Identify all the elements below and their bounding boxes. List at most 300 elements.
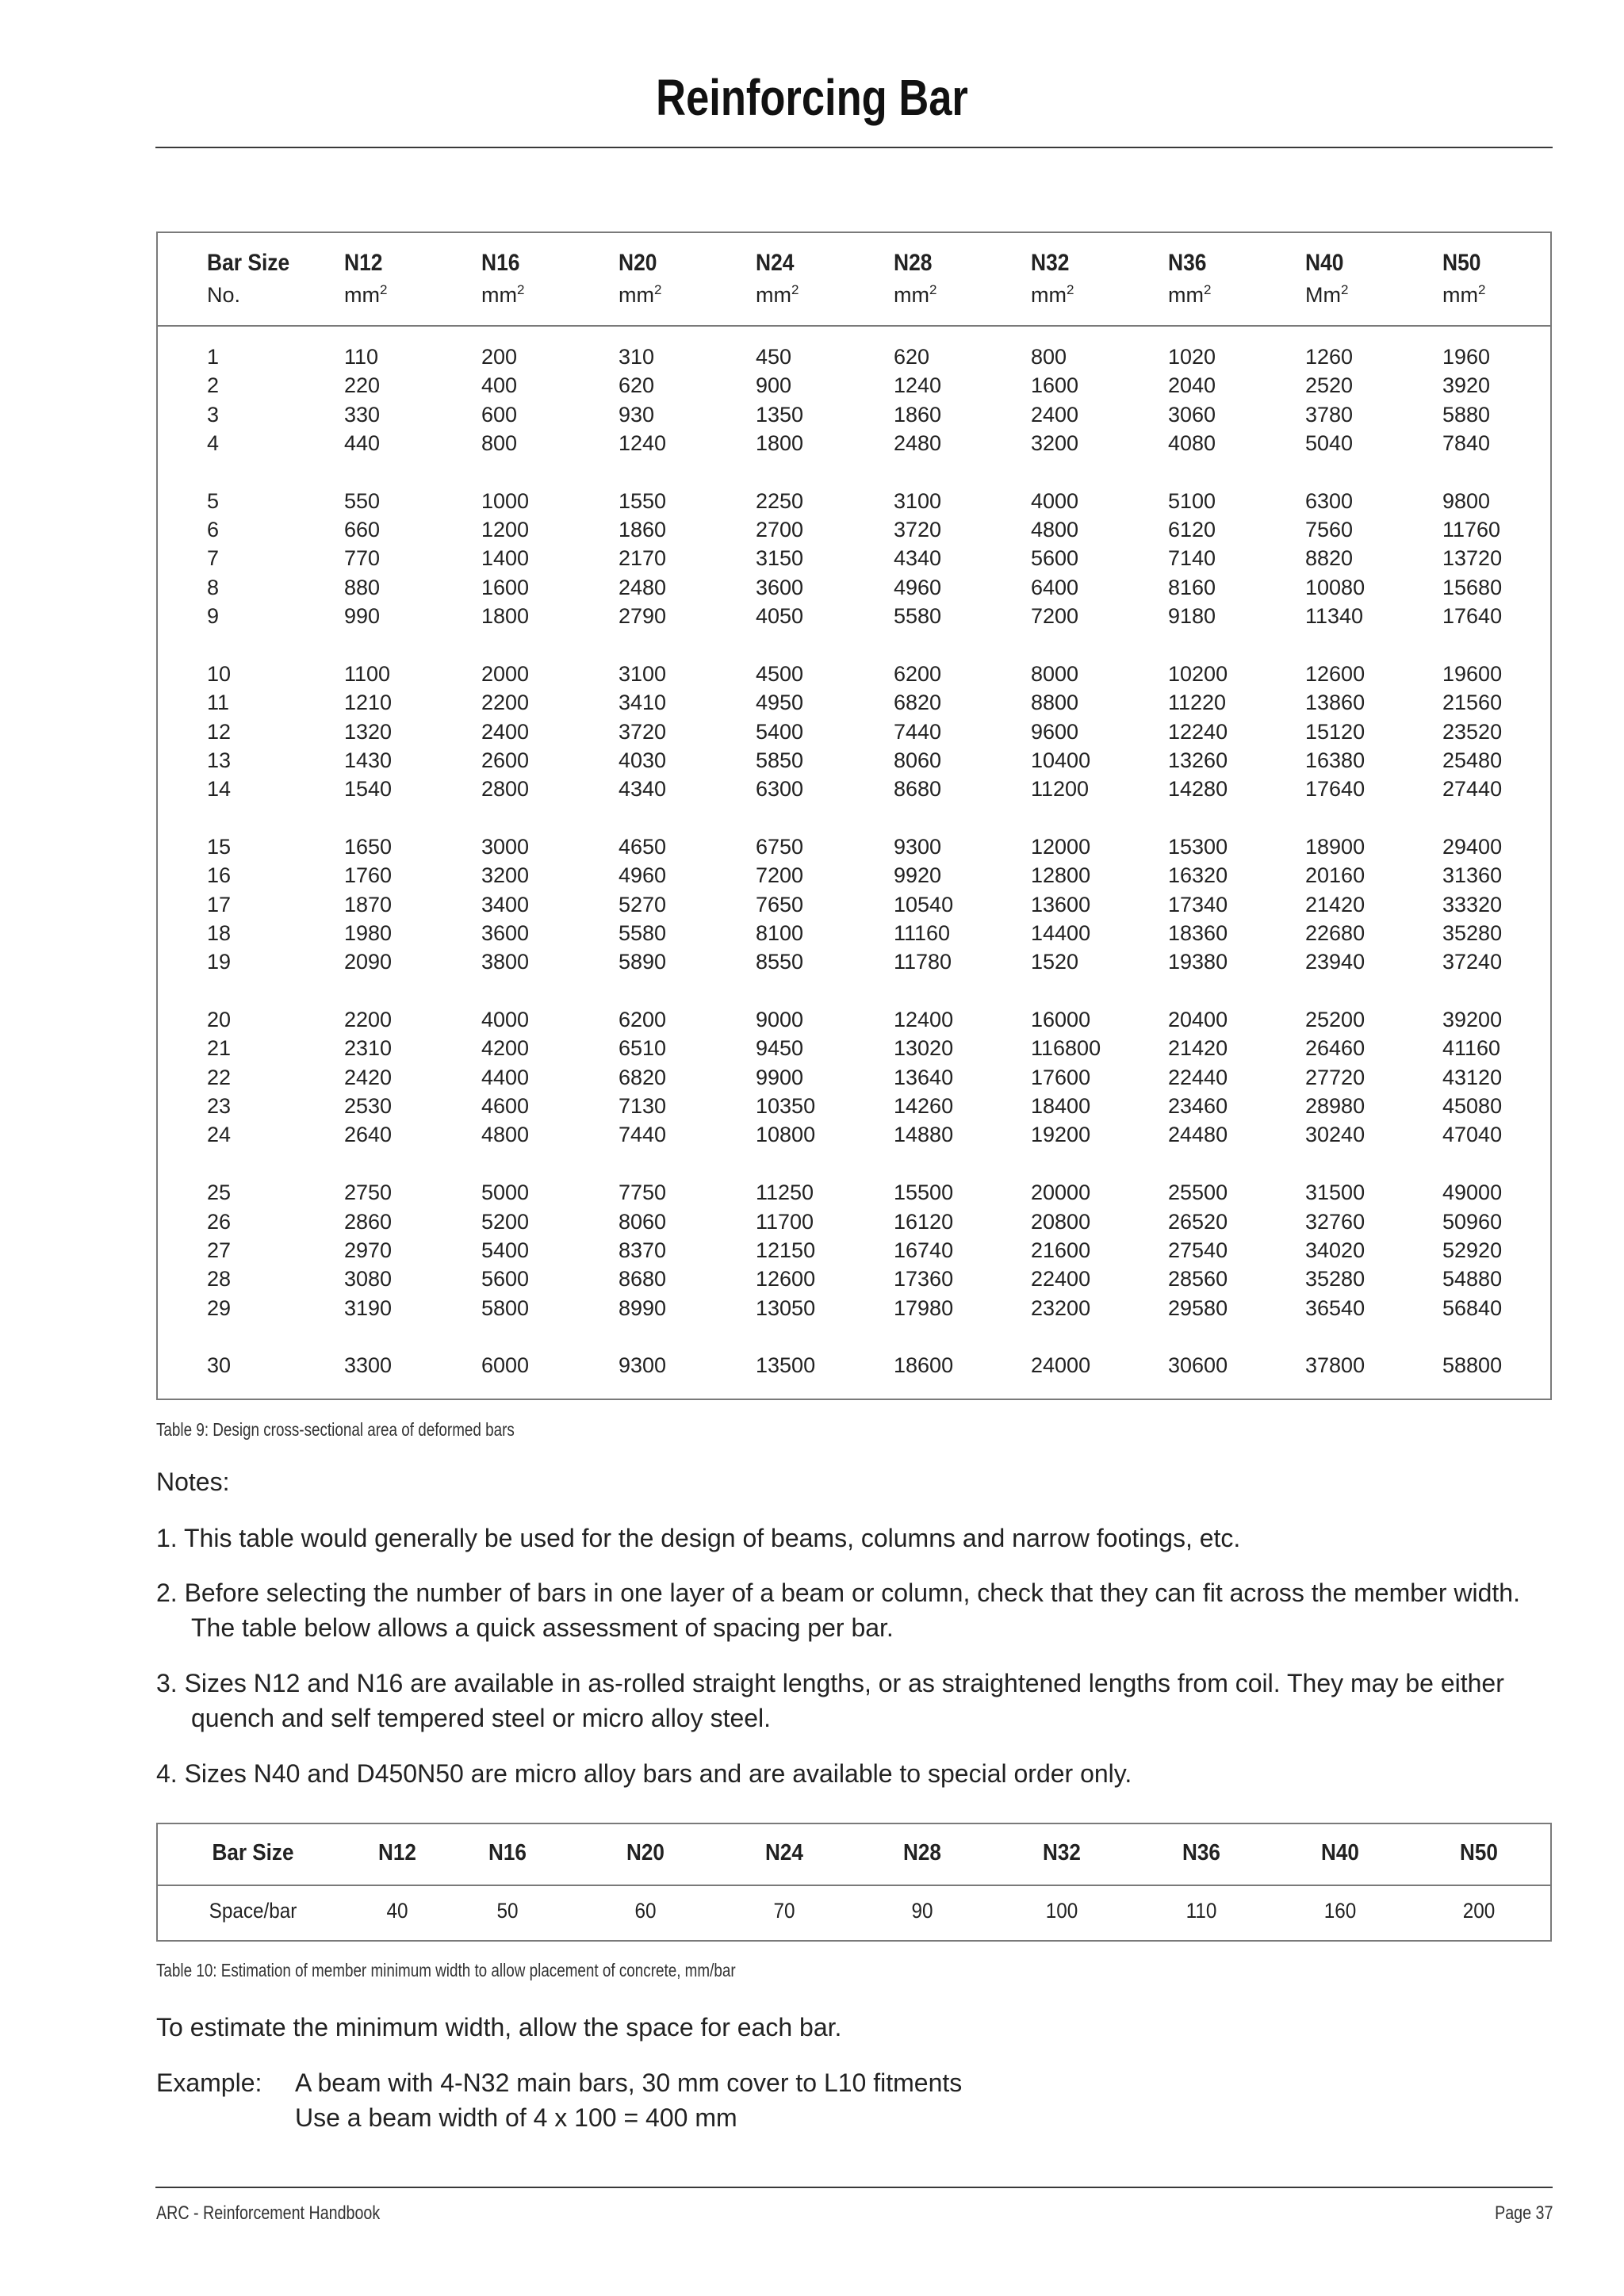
example-line-2: Use a beam width of 4 x 100 = 400 mm	[295, 2103, 737, 2132]
unit-exponent: 2	[1203, 282, 1212, 297]
table-9-cell: 17360	[894, 1267, 954, 1292]
table-9-cell: 13640	[894, 1065, 954, 1089]
table-9-cell: 8060	[619, 1209, 667, 1234]
table-9-cell: 2860	[344, 1209, 393, 1234]
unit-exponent: 2	[379, 282, 388, 297]
table-10-cell: 160	[1323, 1899, 1357, 1923]
table-9-cell: 13720	[1442, 546, 1503, 571]
table-9-cell: 7140	[1168, 546, 1216, 571]
table-9-header-n36: N36	[1168, 250, 1207, 276]
table-9-header-unit: $mm^2$	[756, 282, 799, 307]
table-9-cell: 2090	[344, 950, 393, 974]
table-9-cell: 2400	[481, 719, 530, 744]
table-9-cell: 3720	[894, 518, 942, 542]
table-9-cell: 34020	[1305, 1238, 1365, 1262]
table-9-cell: 5040	[1305, 431, 1354, 456]
table-9-bar-count: 2	[207, 373, 220, 398]
table-9-bar-count: 26	[207, 1209, 232, 1234]
table-9-cell: 23520	[1442, 719, 1503, 744]
table-9-cell: 6120	[1168, 518, 1216, 542]
table-9-cell: 14400	[1031, 921, 1091, 945]
table-9-header-n28: N28	[894, 250, 933, 276]
table-9-cell: 22680	[1305, 921, 1365, 945]
table-9-cell: 4960	[619, 863, 667, 888]
table-9-cell: 7200	[1031, 604, 1079, 629]
table-9-cell: 18900	[1305, 834, 1365, 859]
table-9-cell: 1650	[344, 834, 393, 859]
table-9-cell: 12150	[756, 1238, 816, 1262]
table-10-header-n36: N36	[1182, 1840, 1220, 1866]
table-9-cell: 116800	[1031, 1036, 1101, 1061]
note-4: 4. Sizes N40 and D450N50 are micro alloy bars and are available to special order only.	[156, 1759, 1132, 1788]
table-9-cell: 1240	[894, 373, 942, 398]
table-9-cell: 5580	[894, 604, 942, 629]
table-9-cell: 660	[344, 518, 381, 542]
table-9-header-unit: $mm^2$	[894, 282, 937, 307]
table-9-cell: 10540	[894, 892, 954, 916]
table-9-header-n40: N40	[1305, 250, 1344, 276]
table-9-cell: 17980	[894, 1295, 954, 1320]
table-9-cell: 620	[894, 345, 930, 369]
table-9-cell: 4000	[481, 1008, 530, 1032]
table-9-cell: 13050	[756, 1295, 816, 1320]
table-9-bar-count: 25	[207, 1181, 232, 1205]
table-9-cell: 2520	[1305, 373, 1354, 398]
table-9-cell: 27720	[1305, 1065, 1365, 1089]
table-9-cell: 5800	[481, 1295, 530, 1320]
note-3: 3. Sizes N12 and N16 are available in as-rolled straight lengths, or as straightened lengths from coil. They may be either	[156, 1669, 1504, 1697]
table-9-cell: 6000	[481, 1353, 530, 1378]
table-9-cell: 310	[619, 345, 655, 369]
table-10-header-bar-size: Bar Size	[212, 1840, 294, 1866]
table-9-cell: 7650	[756, 892, 804, 916]
table-9-bar-count: 10	[207, 661, 232, 686]
table-10-cell: 110	[1185, 1899, 1217, 1923]
note-3-cont: quench and self tempered steel or micro alloy steel.	[191, 1704, 772, 1732]
table-9-cell: 6200	[894, 661, 942, 686]
table-9-cell: 11220	[1168, 691, 1227, 715]
table-9-bar-count: 23	[207, 1094, 232, 1119]
table-9-cell: 800	[1031, 345, 1067, 369]
table-9-cell: 8160	[1168, 575, 1216, 599]
table-9-cell: 1210	[344, 691, 393, 715]
table-9	[156, 232, 1552, 1400]
table-9-cell: 16120	[894, 1209, 954, 1234]
table-9-cell: 1760	[344, 863, 393, 888]
table-9-cell: 2700	[756, 518, 804, 542]
table-9-cell: 1540	[344, 777, 393, 802]
table-9-cell: 13600	[1031, 892, 1091, 916]
footer-divider	[155, 2187, 1553, 2188]
table-9-cell: 12000	[1031, 834, 1091, 859]
table-9-cell: 5270	[619, 892, 667, 916]
table-9-cell: 2250	[756, 488, 804, 513]
table-10-cell: 200	[1462, 1899, 1496, 1923]
table-9-cell: 6820	[619, 1065, 667, 1089]
table-9-cell: 16000	[1031, 1008, 1091, 1032]
table-9-cell: 550	[344, 488, 381, 513]
table-9-cell: 8060	[894, 748, 942, 772]
table-9-cell: 7130	[619, 1094, 667, 1119]
table-9-cell: 2200	[344, 1008, 393, 1032]
table-9-cell: 43120	[1442, 1065, 1503, 1089]
table-9-cell: 2800	[481, 777, 530, 802]
table-9-cell: 9000	[756, 1008, 804, 1032]
table-9-cell: 33320	[1442, 892, 1503, 916]
table-9-cell: 14280	[1168, 777, 1228, 802]
table-9-cell: 37800	[1305, 1353, 1365, 1378]
table-9-cell: 2200	[481, 691, 530, 715]
table-9-cell: 9800	[1442, 488, 1491, 513]
table-9-cell: 10400	[1031, 748, 1091, 772]
table-9-cell: 9600	[1031, 719, 1079, 744]
table-9-cell: 440	[344, 431, 381, 456]
table-9-bar-count: 12	[207, 719, 232, 744]
example-line-1: A beam with 4-N32 main bars, 30 mm cover to L10 fitments	[295, 2068, 963, 2097]
estimate-intro: To estimate the minimum width, allow the space for each bar.	[156, 2013, 842, 2042]
table-9-cell: 4000	[1031, 488, 1079, 513]
table-9-cell: 3600	[481, 921, 530, 945]
note-2-cont: The table below allows a quick assessment of spacing per bar.	[191, 1613, 894, 1642]
table-9-cell: 6750	[756, 834, 804, 859]
table-9-cell: 13860	[1305, 691, 1365, 715]
table-9-cell: 7560	[1305, 518, 1354, 542]
table-9-cell: 1020	[1168, 345, 1216, 369]
table-9-cell: 7840	[1442, 431, 1491, 456]
table-9-cell: 25200	[1305, 1008, 1365, 1032]
table-9-cell: 990	[344, 604, 381, 629]
table-9-cell: 5200	[481, 1209, 530, 1234]
table-9-cell: 17600	[1031, 1065, 1091, 1089]
table-9-header-n16: N16	[481, 250, 520, 276]
table-9-bar-count: 20	[207, 1008, 232, 1032]
table-9-cell: 56840	[1442, 1295, 1503, 1320]
table-9-header-n32: N32	[1031, 250, 1070, 276]
table-9-cell: 6300	[1305, 488, 1354, 513]
table-9-cell: 11340	[1305, 604, 1364, 629]
table-9-bar-count: 13	[207, 748, 232, 772]
table-9-cell: 4600	[481, 1094, 530, 1119]
table-9-cell: 3780	[1305, 402, 1354, 427]
table-9-cell: 31500	[1305, 1181, 1365, 1205]
unit-exponent: 2	[1066, 282, 1074, 297]
table-9-bar-count: 30	[207, 1353, 232, 1378]
table-9-cell: 3150	[756, 546, 804, 571]
table-9-cell: 8550	[756, 950, 804, 974]
table-9-cell: 1100	[344, 661, 391, 686]
table-9-cell: 8820	[1305, 546, 1354, 571]
table-9-header-divider	[158, 325, 1550, 327]
table-9-cell: 21420	[1168, 1036, 1228, 1061]
table-9-cell: 1350	[756, 402, 804, 427]
table-9-cell: 20000	[1031, 1181, 1091, 1205]
table-9-cell: 4080	[1168, 431, 1216, 456]
table-10-header-n12: N12	[378, 1840, 416, 1866]
table-9-cell: 1800	[481, 604, 530, 629]
table-9-cell: 30240	[1305, 1123, 1365, 1147]
table-9-cell: 7750	[619, 1181, 667, 1205]
table-9-cell: 29580	[1168, 1295, 1228, 1320]
table-9-cell: 2750	[344, 1181, 393, 1205]
table-9-cell: 21600	[1031, 1238, 1091, 1262]
table-9-cell: 12400	[894, 1008, 954, 1032]
table-9-cell: 5850	[756, 748, 804, 772]
example-label: Example:	[156, 2068, 262, 2097]
table-9-bar-count: 7	[207, 546, 220, 571]
table-9-cell: 1860	[894, 402, 942, 427]
table-9-cell: 8370	[619, 1238, 667, 1262]
table-9-cell: 2600	[481, 748, 530, 772]
table-9-header-unit: $mm^2$	[1442, 282, 1486, 307]
table-9-cell: 19200	[1031, 1123, 1091, 1147]
table-9-cell: 3100	[619, 661, 667, 686]
table-9-cell: 4500	[756, 661, 804, 686]
table-9-cell: 17640	[1305, 777, 1365, 802]
table-9-cell: 3720	[619, 719, 667, 744]
table-9-cell: 41160	[1442, 1036, 1501, 1061]
table-9-cell: 4650	[619, 834, 667, 859]
page-title: Reinforcing Bar	[656, 69, 968, 126]
table-9-cell: 6200	[619, 1008, 667, 1032]
unit-exponent: 2	[516, 282, 525, 297]
table-9-cell: 36540	[1305, 1295, 1365, 1320]
table-9-cell: 12240	[1168, 719, 1228, 744]
notes-heading: Notes:	[156, 1468, 230, 1496]
table-9-cell: 7440	[894, 719, 942, 744]
table-9-cell: 4400	[481, 1065, 530, 1089]
table-9-cell: 29400	[1442, 834, 1503, 859]
table-9-cell: 23460	[1168, 1094, 1228, 1119]
unit-exponent: 2	[929, 282, 937, 297]
table-9-cell: 2000	[481, 661, 530, 686]
table-9-cell: 1870	[344, 892, 393, 916]
table-9-header-unit: $mm^2$	[619, 282, 662, 307]
table-9-cell: 200	[481, 345, 518, 369]
table-9-header-n24: N24	[756, 250, 795, 276]
table-9-cell: 37240	[1442, 950, 1503, 974]
table-9-cell: 1860	[619, 518, 667, 542]
table-9-cell: 3400	[481, 892, 530, 916]
table-9-header-unit: Mm$^2$	[1305, 282, 1349, 307]
table-10-divider	[158, 1885, 1550, 1886]
table-9-cell: 18360	[1168, 921, 1228, 945]
table-9-cell: 15300	[1168, 834, 1228, 859]
table-9-cell: 21560	[1442, 691, 1503, 715]
table-9-cell: 5100	[1168, 488, 1216, 513]
table-9-cell: 3190	[344, 1295, 393, 1320]
table-9-cell: 54880	[1442, 1267, 1503, 1292]
table-9-header-n12: N12	[344, 250, 383, 276]
table-9-cell: 4340	[619, 777, 667, 802]
table-9-cell: 3600	[756, 575, 804, 599]
table-9-cell: 4950	[756, 691, 804, 715]
table-9-cell: 28560	[1168, 1267, 1228, 1292]
table-9-cell: 13020	[894, 1036, 954, 1061]
unit-exponent: 2	[791, 282, 799, 297]
table-9-cell: 6400	[1031, 575, 1079, 599]
table-9-cell: 5600	[1031, 546, 1079, 571]
table-9-cell: 13500	[756, 1353, 816, 1378]
table-9-cell: 3000	[481, 834, 530, 859]
table-9-bar-count: 22	[207, 1065, 232, 1089]
table-9-cell: 3800	[481, 950, 530, 974]
table-9-cell: 9300	[894, 834, 942, 859]
table-9-cell: 2790	[619, 604, 667, 629]
unit-exponent: 2	[1340, 282, 1349, 297]
table-9-cell: 10080	[1305, 575, 1365, 599]
table-9-cell: 3080	[344, 1267, 393, 1292]
table-9-bar-count: 1	[207, 345, 220, 369]
table-9-bar-count: 5	[207, 488, 220, 513]
table-9-cell: 20800	[1031, 1209, 1091, 1234]
table-10-cell: 40	[386, 1899, 408, 1923]
table-9-cell: 3200	[481, 863, 530, 888]
table-9-cell: 39200	[1442, 1008, 1503, 1032]
table-9-cell: 58800	[1442, 1353, 1503, 1378]
table-9-cell: 4800	[1031, 518, 1079, 542]
note-1: 1. This table would generally be used for the design of beams, columns and narrow footings, etc.	[156, 1524, 1241, 1552]
table-9-cell: 22440	[1168, 1065, 1228, 1089]
table-9-cell: 2400	[1031, 402, 1079, 427]
table-9-cell: 1200	[481, 518, 530, 542]
table-9-cell: 6300	[756, 777, 804, 802]
table-9-cell: 1430	[344, 748, 393, 772]
table-9-cell: 1240	[619, 431, 667, 456]
table-9-cell: 5400	[756, 719, 804, 744]
table-10-header-n20: N20	[626, 1840, 665, 1866]
table-9-cell: 3300	[344, 1353, 393, 1378]
table-9-bar-count: 19	[207, 950, 232, 974]
table-9-cell: 900	[756, 373, 792, 398]
unit-exponent: 2	[653, 282, 662, 297]
table-9-bar-count: 16	[207, 863, 232, 888]
table-9-cell: 11780	[894, 950, 952, 974]
table-9-header-no: No.	[207, 283, 241, 307]
table-9-cell: 5580	[619, 921, 667, 945]
table-9-cell: 8680	[619, 1267, 667, 1292]
table-9-cell: 17340	[1168, 892, 1228, 916]
table-9-cell: 2530	[344, 1094, 393, 1119]
table-9-caption: Table 9: Design cross-sectional area of deformed bars	[156, 1419, 515, 1440]
table-10-cell: 100	[1045, 1899, 1078, 1923]
table-10-header-n16: N16	[488, 1840, 527, 1866]
table-9-cell: 21420	[1305, 892, 1365, 916]
table-9-cell: 1260	[1305, 345, 1354, 369]
table-9-cell: 2480	[619, 575, 667, 599]
table-10-header-n24: N24	[765, 1840, 803, 1866]
table-9-cell: 2040	[1168, 373, 1216, 398]
table-9-cell: 24000	[1031, 1353, 1091, 1378]
table-9-cell: 2640	[344, 1123, 393, 1147]
table-9-cell: 8100	[756, 921, 804, 945]
table-9-cell: 15680	[1442, 575, 1503, 599]
table-9-cell: 27540	[1168, 1238, 1228, 1262]
table-9-cell: 4960	[894, 575, 942, 599]
table-9-cell: 330	[344, 402, 381, 427]
table-9-bar-count: 21	[207, 1036, 232, 1061]
table-9-cell: 9180	[1168, 604, 1216, 629]
table-9-bar-count: 24	[207, 1123, 232, 1147]
table-9-cell: 4200	[481, 1036, 530, 1061]
table-9-header-unit: $mm^2$	[1031, 282, 1074, 307]
table-9-header-unit: $mm^2$	[481, 282, 525, 307]
table-9-header-unit: $mm^2$	[1168, 282, 1212, 307]
table-9-cell: 15500	[894, 1181, 954, 1205]
table-9-cell: 16740	[894, 1238, 954, 1262]
table-9-cell: 11700	[756, 1209, 814, 1234]
table-9-cell: 1800	[756, 431, 804, 456]
table-9-bar-count: 14	[207, 777, 232, 802]
table-9-cell: 6820	[894, 691, 942, 715]
table-9-cell: 31360	[1442, 863, 1503, 888]
table-9-bar-count: 4	[207, 431, 220, 456]
table-9-cell: 3410	[619, 691, 667, 715]
table-9-cell: 20160	[1305, 863, 1365, 888]
table-9-cell: 11250	[756, 1181, 814, 1205]
table-9-cell: 32760	[1305, 1209, 1365, 1234]
table-9-cell: 1600	[481, 575, 530, 599]
table-9-cell: 6510	[619, 1036, 667, 1061]
table-9-cell: 25480	[1442, 748, 1503, 772]
table-9-cell: 3200	[1031, 431, 1079, 456]
table-9-cell: 930	[619, 402, 655, 427]
table-9-cell: 2420	[344, 1065, 393, 1089]
table-9-cell: 18600	[894, 1353, 954, 1378]
table-9-cell: 52920	[1442, 1238, 1503, 1262]
title-divider	[155, 147, 1553, 148]
footer-right: Page 37	[1494, 2202, 1553, 2224]
table-9-cell: 35280	[1305, 1267, 1365, 1292]
table-9-cell: 16320	[1168, 863, 1228, 888]
table-9-cell: 18400	[1031, 1094, 1091, 1119]
table-9-cell: 1000	[481, 488, 530, 513]
table-9-cell: 10200	[1168, 661, 1228, 686]
table-9-cell: 4340	[894, 546, 942, 571]
table-9-cell: 2310	[344, 1036, 393, 1061]
table-9-cell: 26520	[1168, 1209, 1228, 1234]
table-9-cell: 1600	[1031, 373, 1079, 398]
table-9-cell: 25500	[1168, 1181, 1228, 1205]
table-9-cell: 14880	[894, 1123, 954, 1147]
table-9-cell: 50960	[1442, 1209, 1503, 1234]
table-10-cell: 60	[634, 1899, 657, 1923]
table-9-cell: 14260	[894, 1094, 954, 1119]
table-9-cell: 600	[481, 402, 518, 427]
unit-exponent: 2	[1477, 282, 1486, 297]
table-9-cell: 7200	[756, 863, 804, 888]
table-9-cell: 10800	[756, 1123, 816, 1147]
table-9-cell: 19600	[1442, 661, 1503, 686]
table-9-cell: 3920	[1442, 373, 1491, 398]
table-9-cell: 10350	[756, 1094, 816, 1119]
table-9-cell: 9920	[894, 863, 942, 888]
table-9-cell: 45080	[1442, 1094, 1503, 1119]
table-9-cell: 23940	[1305, 950, 1365, 974]
table-9-cell: 620	[619, 373, 655, 398]
table-9-cell: 4030	[619, 748, 667, 772]
table-9-cell: 1960	[1442, 345, 1491, 369]
table-9-cell: 1400	[481, 546, 530, 571]
table-9-cell: 12600	[1305, 661, 1365, 686]
table-9-cell: 17640	[1442, 604, 1503, 629]
table-9-cell: 5000	[481, 1181, 530, 1205]
table-9-cell: 3060	[1168, 402, 1216, 427]
table-9-cell: 800	[481, 431, 518, 456]
table-9-cell: 110	[344, 345, 379, 369]
table-9-bar-count: 15	[207, 834, 232, 859]
table-9-cell: 2170	[619, 546, 667, 571]
table-9-cell: 19380	[1168, 950, 1228, 974]
